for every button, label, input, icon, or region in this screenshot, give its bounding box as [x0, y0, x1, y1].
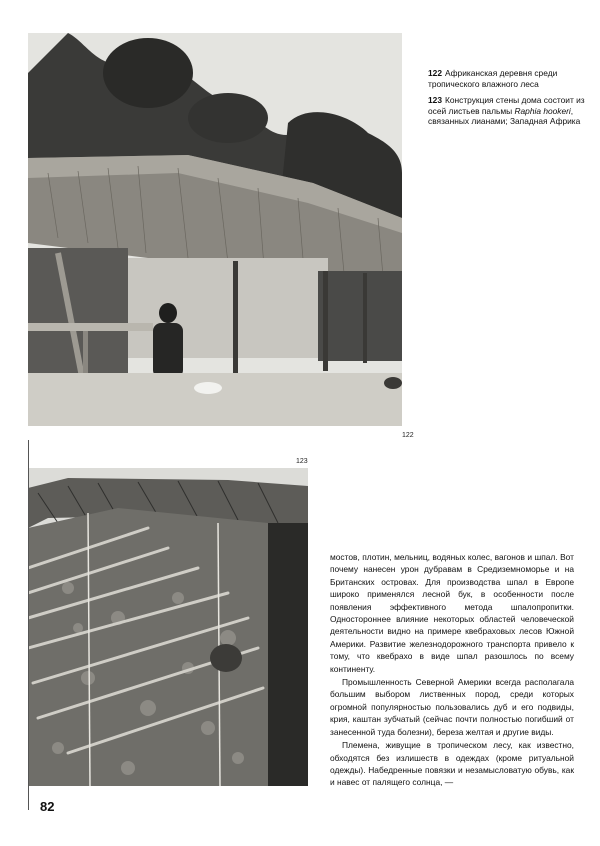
- paragraph-1: мостов, плотин, мельниц, водяных колес, вагонов и шпал. Вот почему нанесен урон дубравам в Средиземноморье и на Британских островах. Для производства шпал в Европе широко применялся лесной бук, в особенности после появления эффективного метода шпалопропитки. Одностороннее влияние некоторых областей человеческой деятельности видно на примере квебраховых лесов Южной Америки. Развитие железнодорожного транспорта привело к тому, что квебрахо в виде шпал разошлось по всему континенту.: [330, 552, 574, 674]
- caption-text-123-b: , связанных лианами; Западная Африка: [428, 105, 581, 126]
- caption-number-123: 123: [428, 95, 442, 105]
- village-photo-icon: [28, 33, 402, 426]
- caption-122: [428, 68, 588, 89]
- caption-number-122: 122: [428, 68, 442, 78]
- figure-number-122: 122: [402, 432, 414, 439]
- wall-photo: [28, 468, 308, 786]
- margin-rule: [28, 440, 29, 810]
- captions-block: [428, 68, 588, 133]
- village-photo: [28, 33, 402, 426]
- caption-text-122: Африканская деревня среди тропического влажного леса: [428, 68, 558, 89]
- body-text: [330, 551, 574, 789]
- page-number: 82: [40, 799, 55, 814]
- figure-number-123: 123: [296, 458, 308, 465]
- caption-text-123-italic: Raphia hookeri: [514, 105, 571, 116]
- paragraph-3: Племена, живущие в тропическом лесу, как известно, обходятся без излишеств в одеждах (кроме ритуальной одежды). Набедренные повязки и незамысловатую обувь, как и навес от палящего солнца, —: [330, 740, 574, 788]
- paragraph-2: Промышленность Северной Америки всегда располагала большим выбором лиственных пород, среди которых огромной популярностью пользовались дуб и его подвиды, крия, каштан зубчатый (сейчас почти полностью погибший от занесенной туда болезни), береза желтая и другие виды.: [330, 677, 574, 737]
- caption-123: [428, 95, 588, 127]
- wall-photo-icon: [28, 468, 308, 786]
- caption-text-123-a: Конструкция стены дома состоит из осей листьев пальмы: [428, 95, 585, 116]
